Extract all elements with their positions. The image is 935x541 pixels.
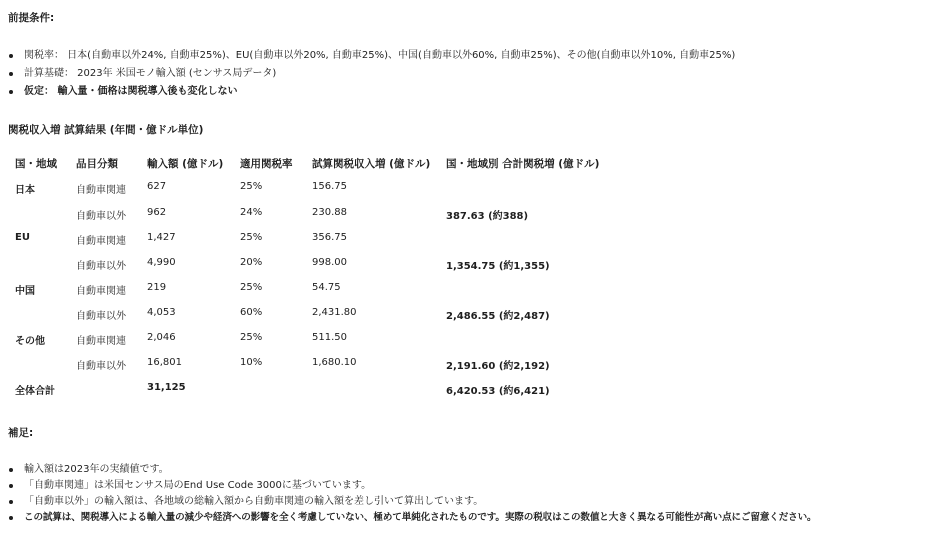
- premise-item-calculation-basis: 計算基礎： 2023年 米国モノ輸入額 (センサス局データ): [8, 66, 735, 84]
- cell-import: 219: [147, 282, 167, 293]
- cell-category: 自動車関連: [76, 336, 126, 347]
- cell-region: その他: [15, 336, 45, 347]
- premises-list: [8, 48, 735, 102]
- cell-category: 自動車以外: [76, 311, 126, 322]
- cell-increase: 230.88: [312, 207, 347, 218]
- premise-item-tariff-rates: 関税率： 日本(自動車以外24%, 自動車25%)、EU(自動車以外20%, 自動車25%)、中国(自動車以外60%, 自動車25%)、その他(自動車以外10%, 自動車25%): [8, 48, 735, 66]
- cell-import: 962: [147, 207, 167, 218]
- cell-rate: 25%: [240, 181, 263, 192]
- column-header-increase: 試算関税収入増 (億ドル): [312, 158, 431, 170]
- cell-import: 16,801: [147, 357, 182, 368]
- cell-category: 自動車関連: [76, 286, 126, 297]
- cell-region: 中国: [15, 286, 35, 297]
- note-item: 「自動車以外」の輸入額は、各地域の総輸入額から自動車関連の輸入額を差し引いて算出しています。: [8, 494, 817, 510]
- cell-rate: 25%: [240, 332, 263, 343]
- cell-increase: 511.50: [312, 332, 347, 343]
- cell-rate: 20%: [240, 257, 263, 268]
- cell-increase: 356.75: [312, 232, 347, 243]
- cell-rate: 25%: [240, 282, 263, 293]
- column-header-category: 品目分類: [76, 158, 118, 170]
- cell-import: 4,053: [147, 307, 176, 318]
- cell-total: 2,486.55 (約2,487): [446, 311, 550, 322]
- grand-total-import: 31,125: [147, 382, 186, 393]
- column-header-import: 輸入額 (億ドル): [147, 158, 224, 170]
- cell-region: 日本: [15, 185, 35, 196]
- column-header-total: 国・地域別 合計関税増 (億ドル): [446, 158, 600, 170]
- cell-increase: 2,431.80: [312, 307, 357, 318]
- cell-increase: 156.75: [312, 181, 347, 192]
- cell-region: EU: [15, 232, 30, 243]
- column-header-region: 国・地域: [15, 158, 57, 170]
- cell-category: 自動車以外: [76, 361, 126, 372]
- cell-import: 627: [147, 181, 167, 192]
- premise-item-assumption: 仮定： 輸入量・価格は関税導入後も変化しない: [8, 84, 735, 102]
- note-item: 輸入額は2023年の実績値です。: [8, 462, 817, 478]
- cell-rate: 25%: [240, 232, 263, 243]
- notes-list: [8, 462, 817, 526]
- note-item-disclaimer: この試算は、関税導入による輸入量の減少や経済への影響を全く考慮していない、極めて単純化されたものです。実際の税収はこの数値と大きく異なる可能性が高い点にご留意ください。: [8, 510, 817, 526]
- cell-category: 自動車関連: [76, 185, 126, 196]
- grand-total-value: 6,420.53 (約6,421): [446, 386, 550, 397]
- cell-increase: 54.75: [312, 282, 341, 293]
- grand-total-label: 全体合計: [15, 386, 55, 397]
- note-item: 「自動車関連」は米国センサス局のEnd Use Code 3000に基づいています。: [8, 478, 817, 494]
- cell-rate: 60%: [240, 307, 263, 318]
- cell-import: 4,990: [147, 257, 176, 268]
- cell-rate: 10%: [240, 357, 263, 368]
- cell-increase: 1,680.10: [312, 357, 357, 368]
- cell-import: 2,046: [147, 332, 176, 343]
- cell-total: 2,191.60 (約2,192): [446, 361, 550, 372]
- cell-category: 自動車以外: [76, 261, 126, 272]
- cell-rate: 24%: [240, 207, 263, 218]
- cell-category: 自動車関連: [76, 236, 126, 247]
- cell-total: 387.63 (約388): [446, 211, 529, 222]
- notes-heading: 補足:: [8, 427, 34, 439]
- premises-heading: 前提条件:: [8, 12, 55, 24]
- results-heading: 関税収入増 試算結果 (年間・億ドル単位): [8, 124, 204, 136]
- cell-import: 1,427: [147, 232, 176, 243]
- cell-category: 自動車以外: [76, 211, 126, 222]
- cell-increase: 998.00: [312, 257, 347, 268]
- column-header-rate: 適用関税率: [240, 158, 293, 170]
- cell-total: 1,354.75 (約1,355): [446, 261, 550, 272]
